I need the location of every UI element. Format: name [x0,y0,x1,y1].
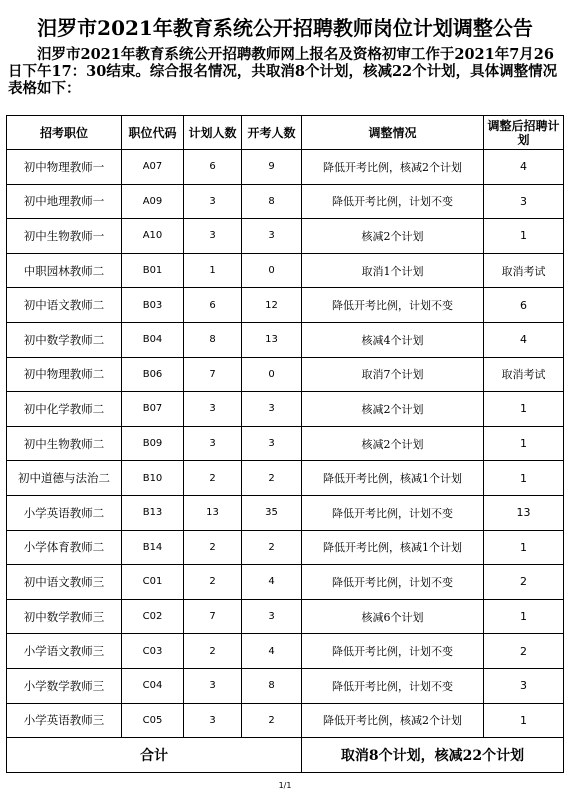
cell-applicants: 3 [242,599,302,634]
intro-paragraph: 汨罗市2021年教育系统公开招聘教师网上报名及资格初审工作于2021年7月26日下午17：30结束。综合报名情况，共取消8个计划，核减22个计划，具体调整情况表格如下： [8,46,558,97]
cell-code: B09 [122,426,184,461]
cell-position: 初中化学教师二 [7,392,122,427]
header-new-plan: 调整后招聘计划 [484,116,564,150]
cell-position: 初中物理教师一 [7,150,122,185]
cell-planned: 8 [184,322,242,357]
table-row [7,634,564,669]
cell-applicants: 8 [242,668,302,703]
cell-code: A10 [122,219,184,254]
cell-new-plan: 1 [484,426,564,461]
cell-new-plan: 1 [484,392,564,427]
cell-position: 初中生物教师一 [7,219,122,254]
cell-planned: 6 [184,150,242,185]
header-planned: 计划人数 [184,116,242,150]
table-row [7,184,564,219]
cell-code: B13 [122,495,184,530]
cell-position: 初中语文教师三 [7,565,122,600]
cell-applicants: 4 [242,565,302,600]
cell-code: B07 [122,392,184,427]
cell-planned: 3 [184,219,242,254]
cell-adjustment: 降低开考比例，计划不变 [302,184,484,219]
total-label: 合计 [7,738,302,773]
table-row [7,530,564,565]
cell-applicants: 13 [242,322,302,357]
cell-code: C01 [122,565,184,600]
page-title: 汨罗市2021年教育系统公开招聘教师岗位计划调整公告 [37,16,533,40]
table-row [7,668,564,703]
table-row [7,150,564,185]
cell-code: C05 [122,703,184,738]
cell-adjustment: 降低开考比例，计划不变 [302,495,484,530]
cell-new-plan: 4 [484,150,564,185]
cell-adjustment: 核减4个计划 [302,322,484,357]
cell-new-plan: 1 [484,461,564,496]
cell-adjustment: 降低开考比例，计划不变 [302,634,484,669]
cell-planned: 7 [184,357,242,392]
page-number: 1/1 [278,781,292,790]
cell-new-plan: 1 [484,599,564,634]
cell-planned: 2 [184,565,242,600]
cell-applicants: 3 [242,392,302,427]
cell-planned: 7 [184,599,242,634]
table-row [7,599,564,634]
table-row [7,253,564,288]
cell-planned: 3 [184,668,242,703]
cell-new-plan: 3 [484,184,564,219]
cell-new-plan: 13 [484,495,564,530]
cell-applicants: 4 [242,634,302,669]
table-row [7,426,564,461]
table-row [7,288,564,323]
cell-planned: 2 [184,634,242,669]
cell-position: 初中物理教师二 [7,357,122,392]
total-row [7,738,564,773]
cell-code: A09 [122,184,184,219]
table-header-row [7,116,564,150]
cell-position: 小学语文教师三 [7,634,122,669]
cell-adjustment: 取消7个计划 [302,357,484,392]
cell-planned: 2 [184,530,242,565]
cell-new-plan: 1 [484,219,564,254]
cell-position: 中职园林教师二 [7,253,122,288]
cell-adjustment: 降低开考比例，计划不变 [302,288,484,323]
cell-code: B03 [122,288,184,323]
cell-planned: 6 [184,288,242,323]
cell-applicants: 9 [242,150,302,185]
cell-position: 初中语文教师二 [7,288,122,323]
cell-applicants: 8 [242,184,302,219]
header-position: 招考职位 [7,116,122,150]
cell-applicants: 3 [242,219,302,254]
cell-code: B14 [122,530,184,565]
cell-new-plan: 2 [484,565,564,600]
cell-adjustment: 降低开考比例，计划不变 [302,565,484,600]
cell-code: B04 [122,322,184,357]
cell-planned: 3 [184,703,242,738]
cell-new-plan: 3 [484,668,564,703]
cell-adjustment: 核减2个计划 [302,219,484,254]
cell-planned: 3 [184,426,242,461]
cell-adjustment: 降低开考比例，计划不变 [302,668,484,703]
cell-planned: 3 [184,392,242,427]
cell-position: 小学数学教师三 [7,668,122,703]
cell-adjustment: 核减6个计划 [302,599,484,634]
cell-planned: 1 [184,253,242,288]
cell-code: A07 [122,150,184,185]
table-row [7,703,564,738]
cell-code: C03 [122,634,184,669]
cell-adjustment: 降低开考比例，核减2个计划 [302,150,484,185]
table-row [7,495,564,530]
cell-new-plan: 6 [484,288,564,323]
table-row [7,565,564,600]
cell-adjustment: 降低开考比例，核减2个计划 [302,703,484,738]
header-adjustment: 调整情况 [302,116,484,150]
cell-position: 小学英语教师三 [7,703,122,738]
cell-position: 初中生物教师二 [7,426,122,461]
cell-code: B06 [122,357,184,392]
cell-applicants: 0 [242,253,302,288]
total-value: 取消8个计划，核减22个计划 [302,738,564,773]
table-row [7,461,564,496]
cell-new-plan: 取消考试 [484,253,564,288]
cell-position: 初中地理教师一 [7,184,122,219]
cell-code: B10 [122,461,184,496]
header-applicants: 开考人数 [242,116,302,150]
cell-new-plan: 4 [484,322,564,357]
cell-position: 小学英语教师二 [7,495,122,530]
cell-position: 初中数学教师三 [7,599,122,634]
cell-new-plan: 取消考试 [484,357,564,392]
cell-code: C04 [122,668,184,703]
cell-adjustment: 降低开考比例，核减1个计划 [302,461,484,496]
cell-new-plan: 1 [484,703,564,738]
cell-position: 初中道德与法治二 [7,461,122,496]
cell-applicants: 35 [242,495,302,530]
cell-applicants: 2 [242,461,302,496]
cell-adjustment: 降低开考比例，核减1个计划 [302,530,484,565]
cell-code: B01 [122,253,184,288]
cell-adjustment: 取消1个计划 [302,253,484,288]
cell-adjustment: 核减2个计划 [302,392,484,427]
cell-applicants: 0 [242,357,302,392]
table-row [7,357,564,392]
cell-applicants: 12 [242,288,302,323]
cell-applicants: 3 [242,426,302,461]
table-row [7,392,564,427]
cell-code: C02 [122,599,184,634]
cell-planned: 13 [184,495,242,530]
cell-applicants: 2 [242,703,302,738]
table-row [7,219,564,254]
table-row [7,322,564,357]
cell-new-plan: 1 [484,530,564,565]
header-code: 职位代码 [122,116,184,150]
cell-position: 初中数学教师二 [7,322,122,357]
cell-adjustment: 核减2个计划 [302,426,484,461]
cell-applicants: 2 [242,530,302,565]
cell-planned: 3 [184,184,242,219]
cell-planned: 2 [184,461,242,496]
cell-position: 小学体育教师二 [7,530,122,565]
cell-new-plan: 2 [484,634,564,669]
adjustment-table [6,115,564,773]
